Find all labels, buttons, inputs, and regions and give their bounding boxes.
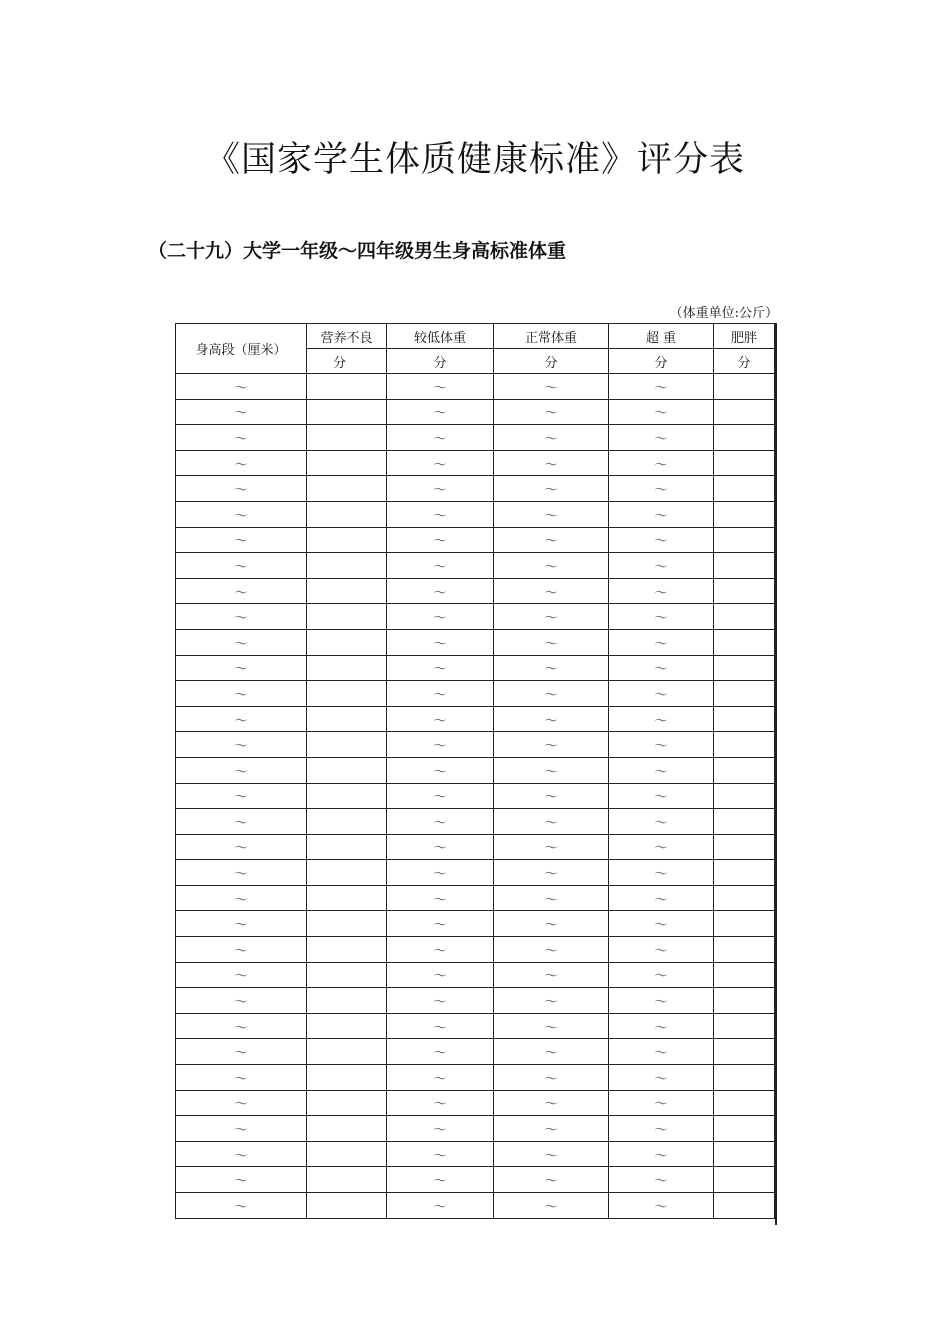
- empty-cell: [307, 425, 387, 451]
- score-table: [175, 323, 775, 1219]
- empty-cell: [714, 1090, 775, 1116]
- range-cell: ～: [176, 1039, 307, 1065]
- range-cell: ～: [176, 604, 307, 630]
- range-cell: ～: [494, 706, 609, 732]
- range-cell: ～: [494, 937, 609, 963]
- range-cell: ～: [609, 988, 714, 1014]
- range-cell: ～: [176, 706, 307, 732]
- table-subtitle: （二十九）大学一年级～四年级男生身高标准体重: [148, 240, 567, 262]
- range-cell: ～: [387, 732, 494, 758]
- range-cell: ～: [387, 1090, 494, 1116]
- range-cell: ～: [387, 527, 494, 553]
- empty-cell: [714, 988, 775, 1014]
- range-cell: ～: [609, 1141, 714, 1167]
- range-cell: ～: [176, 553, 307, 579]
- empty-cell: [307, 501, 387, 527]
- range-cell: ～: [387, 655, 494, 681]
- empty-cell: [307, 937, 387, 963]
- empty-cell: [714, 374, 775, 400]
- table-row: [176, 809, 775, 835]
- table-row: [176, 578, 775, 604]
- table-row: [176, 501, 775, 527]
- range-cell: ～: [176, 757, 307, 783]
- range-cell: ～: [176, 399, 307, 425]
- range-cell: ～: [176, 629, 307, 655]
- range-cell: ～: [609, 450, 714, 476]
- range-cell: ～: [176, 783, 307, 809]
- range-cell: ～: [609, 1116, 714, 1142]
- range-cell: ～: [176, 1065, 307, 1091]
- range-cell: ～: [609, 962, 714, 988]
- range-cell: ～: [609, 604, 714, 630]
- empty-cell: [714, 1141, 775, 1167]
- range-cell: ～: [494, 1116, 609, 1142]
- empty-cell: [714, 809, 775, 835]
- range-cell: ～: [609, 629, 714, 655]
- empty-cell: [307, 757, 387, 783]
- range-cell: ～: [494, 374, 609, 400]
- empty-cell: [714, 962, 775, 988]
- empty-cell: [714, 425, 775, 451]
- range-cell: ～: [609, 860, 714, 886]
- table-row: [176, 655, 775, 681]
- range-cell: ～: [387, 501, 494, 527]
- empty-cell: [307, 962, 387, 988]
- empty-cell: [714, 1167, 775, 1193]
- empty-cell: [307, 988, 387, 1014]
- range-cell: ～: [176, 655, 307, 681]
- empty-cell: [307, 783, 387, 809]
- empty-cell: [307, 885, 387, 911]
- range-cell: ～: [387, 937, 494, 963]
- score-label: 分: [307, 349, 387, 374]
- range-cell: ～: [609, 578, 714, 604]
- empty-cell: [307, 527, 387, 553]
- table-row: [176, 681, 775, 707]
- range-cell: ～: [176, 988, 307, 1014]
- empty-cell: [307, 553, 387, 579]
- table-row: [176, 1039, 775, 1065]
- range-cell: ～: [494, 655, 609, 681]
- range-cell: ～: [176, 374, 307, 400]
- empty-cell: [714, 911, 775, 937]
- table-row: [176, 1193, 775, 1219]
- empty-cell: [307, 732, 387, 758]
- range-cell: ～: [494, 553, 609, 579]
- range-cell: ～: [387, 809, 494, 835]
- range-cell: ～: [387, 629, 494, 655]
- range-cell: ～: [494, 988, 609, 1014]
- range-cell: ～: [176, 501, 307, 527]
- empty-cell: [714, 885, 775, 911]
- range-cell: ～: [609, 425, 714, 451]
- empty-cell: [307, 655, 387, 681]
- range-cell: ～: [387, 1193, 494, 1219]
- empty-cell: [714, 553, 775, 579]
- empty-cell: [307, 374, 387, 400]
- table-row: [176, 450, 775, 476]
- range-cell: ～: [176, 834, 307, 860]
- range-cell: ～: [387, 757, 494, 783]
- range-cell: ～: [387, 1167, 494, 1193]
- table-row: [176, 706, 775, 732]
- empty-cell: [714, 681, 775, 707]
- table-right-border: [775, 323, 777, 1225]
- table-row: [176, 1116, 775, 1142]
- table-row: [176, 1013, 775, 1039]
- table-row: [176, 988, 775, 1014]
- range-cell: ～: [494, 757, 609, 783]
- range-cell: ～: [494, 476, 609, 502]
- range-cell: ～: [387, 1065, 494, 1091]
- header-overweight: 超 重: [609, 324, 714, 349]
- empty-cell: [307, 1193, 387, 1219]
- empty-cell: [307, 1141, 387, 1167]
- range-cell: ～: [387, 962, 494, 988]
- empty-cell: [307, 604, 387, 630]
- range-cell: ～: [494, 450, 609, 476]
- range-cell: ～: [609, 553, 714, 579]
- empty-cell: [714, 1039, 775, 1065]
- empty-cell: [714, 655, 775, 681]
- range-cell: ～: [176, 1141, 307, 1167]
- range-cell: ～: [494, 962, 609, 988]
- range-cell: ～: [494, 604, 609, 630]
- range-cell: ～: [176, 885, 307, 911]
- range-cell: ～: [494, 1193, 609, 1219]
- range-cell: ～: [387, 681, 494, 707]
- table-row: [176, 937, 775, 963]
- range-cell: ～: [609, 885, 714, 911]
- range-cell: ～: [609, 399, 714, 425]
- empty-cell: [714, 757, 775, 783]
- score-label: 分: [494, 349, 609, 374]
- range-cell: ～: [609, 1039, 714, 1065]
- empty-cell: [714, 1065, 775, 1091]
- table-row: [176, 604, 775, 630]
- range-cell: ～: [176, 1116, 307, 1142]
- empty-cell: [307, 1013, 387, 1039]
- range-cell: ～: [609, 655, 714, 681]
- empty-cell: [307, 911, 387, 937]
- range-cell: ～: [494, 783, 609, 809]
- empty-cell: [307, 809, 387, 835]
- range-cell: ～: [494, 809, 609, 835]
- table-body: [176, 374, 775, 1219]
- range-cell: ～: [609, 911, 714, 937]
- range-cell: ～: [387, 450, 494, 476]
- range-cell: ～: [494, 732, 609, 758]
- range-cell: ～: [176, 425, 307, 451]
- empty-cell: [714, 706, 775, 732]
- range-cell: ～: [387, 911, 494, 937]
- range-cell: ～: [176, 681, 307, 707]
- empty-cell: [307, 629, 387, 655]
- empty-cell: [307, 578, 387, 604]
- range-cell: ～: [609, 1167, 714, 1193]
- empty-cell: [714, 399, 775, 425]
- table-row: [176, 527, 775, 553]
- empty-cell: [714, 834, 775, 860]
- empty-cell: [714, 604, 775, 630]
- range-cell: ～: [609, 1193, 714, 1219]
- range-cell: ～: [176, 1167, 307, 1193]
- empty-cell: [307, 681, 387, 707]
- table-row: [176, 885, 775, 911]
- range-cell: ～: [176, 860, 307, 886]
- range-cell: ～: [609, 757, 714, 783]
- range-cell: ～: [609, 1090, 714, 1116]
- range-cell: ～: [387, 1141, 494, 1167]
- empty-cell: [307, 476, 387, 502]
- table-row: [176, 1090, 775, 1116]
- empty-cell: [307, 450, 387, 476]
- range-cell: ～: [387, 706, 494, 732]
- range-cell: ～: [176, 937, 307, 963]
- range-cell: ～: [387, 783, 494, 809]
- header-low-weight: 较低体重: [387, 324, 494, 349]
- score-label: 分: [387, 349, 494, 374]
- range-cell: ～: [494, 860, 609, 886]
- header-malnutrition: 营养不良: [307, 324, 387, 349]
- range-cell: ～: [609, 681, 714, 707]
- empty-cell: [714, 860, 775, 886]
- range-cell: ～: [494, 527, 609, 553]
- range-cell: ～: [387, 578, 494, 604]
- empty-cell: [307, 860, 387, 886]
- range-cell: ～: [387, 604, 494, 630]
- empty-cell: [307, 834, 387, 860]
- range-cell: ～: [494, 1141, 609, 1167]
- range-cell: ～: [494, 1013, 609, 1039]
- table-row: [176, 757, 775, 783]
- table-row: [176, 962, 775, 988]
- empty-cell: [307, 399, 387, 425]
- range-cell: ～: [609, 501, 714, 527]
- score-label: 分: [714, 349, 775, 374]
- range-cell: ～: [176, 911, 307, 937]
- page-title: 《国家学生体质健康标准》评分表: [204, 140, 745, 180]
- header-obese: 肥胖: [714, 324, 775, 349]
- range-cell: ～: [387, 399, 494, 425]
- range-cell: ～: [176, 578, 307, 604]
- range-cell: ～: [494, 1039, 609, 1065]
- range-cell: ～: [387, 1013, 494, 1039]
- table-row: [176, 425, 775, 451]
- range-cell: ～: [494, 501, 609, 527]
- empty-cell: [714, 732, 775, 758]
- empty-cell: [714, 783, 775, 809]
- empty-cell: [307, 1167, 387, 1193]
- table-row: [176, 1141, 775, 1167]
- range-cell: ～: [176, 1193, 307, 1219]
- range-cell: ～: [176, 476, 307, 502]
- range-cell: ～: [609, 834, 714, 860]
- range-cell: ～: [609, 783, 714, 809]
- range-cell: ～: [494, 1090, 609, 1116]
- range-cell: ～: [387, 1116, 494, 1142]
- empty-cell: [714, 476, 775, 502]
- range-cell: ～: [387, 834, 494, 860]
- range-cell: ～: [609, 809, 714, 835]
- empty-cell: [714, 1013, 775, 1039]
- range-cell: ～: [176, 732, 307, 758]
- table-row: [176, 476, 775, 502]
- table-row: [176, 1065, 775, 1091]
- range-cell: ～: [609, 374, 714, 400]
- range-cell: ～: [609, 937, 714, 963]
- range-cell: ～: [494, 1065, 609, 1091]
- range-cell: ～: [609, 1013, 714, 1039]
- range-cell: ～: [494, 834, 609, 860]
- empty-cell: [714, 450, 775, 476]
- range-cell: ～: [387, 988, 494, 1014]
- empty-cell: [714, 501, 775, 527]
- empty-cell: [714, 578, 775, 604]
- table-row: [176, 860, 775, 886]
- table-row: [176, 834, 775, 860]
- empty-cell: [714, 527, 775, 553]
- range-cell: ～: [609, 476, 714, 502]
- unit-note: （体重单位:公斤）: [669, 306, 778, 321]
- empty-cell: [307, 706, 387, 732]
- table-row: [176, 783, 775, 809]
- range-cell: ～: [609, 1065, 714, 1091]
- range-cell: ～: [494, 629, 609, 655]
- empty-cell: [307, 1039, 387, 1065]
- range-cell: ～: [387, 860, 494, 886]
- empty-cell: [714, 629, 775, 655]
- table-row: [176, 911, 775, 937]
- range-cell: ～: [494, 681, 609, 707]
- empty-cell: [307, 1116, 387, 1142]
- range-cell: ～: [176, 527, 307, 553]
- table-row: [176, 374, 775, 400]
- header-normal-weight: 正常体重: [494, 324, 609, 349]
- empty-cell: [714, 937, 775, 963]
- range-cell: ～: [387, 553, 494, 579]
- table-row: [176, 1167, 775, 1193]
- range-cell: ～: [494, 399, 609, 425]
- range-cell: ～: [494, 1167, 609, 1193]
- range-cell: ～: [176, 962, 307, 988]
- empty-cell: [714, 1116, 775, 1142]
- range-cell: ～: [387, 425, 494, 451]
- range-cell: ～: [494, 885, 609, 911]
- range-cell: ～: [387, 374, 494, 400]
- range-cell: ～: [387, 476, 494, 502]
- table-row: [176, 399, 775, 425]
- range-cell: ～: [387, 1039, 494, 1065]
- empty-cell: [307, 1065, 387, 1091]
- range-cell: ～: [494, 578, 609, 604]
- range-cell: ～: [609, 732, 714, 758]
- header-height-range: 身高段（厘米）: [176, 324, 307, 374]
- empty-cell: [307, 1090, 387, 1116]
- range-cell: ～: [494, 425, 609, 451]
- table-row: [176, 553, 775, 579]
- empty-cell: [714, 1193, 775, 1219]
- range-cell: ～: [176, 450, 307, 476]
- score-label: 分: [609, 349, 714, 374]
- table-row: [176, 732, 775, 758]
- table-row: [176, 629, 775, 655]
- range-cell: ～: [609, 706, 714, 732]
- range-cell: ～: [176, 809, 307, 835]
- range-cell: ～: [387, 885, 494, 911]
- range-cell: ～: [176, 1013, 307, 1039]
- range-cell: ～: [176, 1090, 307, 1116]
- range-cell: ～: [609, 527, 714, 553]
- range-cell: ～: [494, 911, 609, 937]
